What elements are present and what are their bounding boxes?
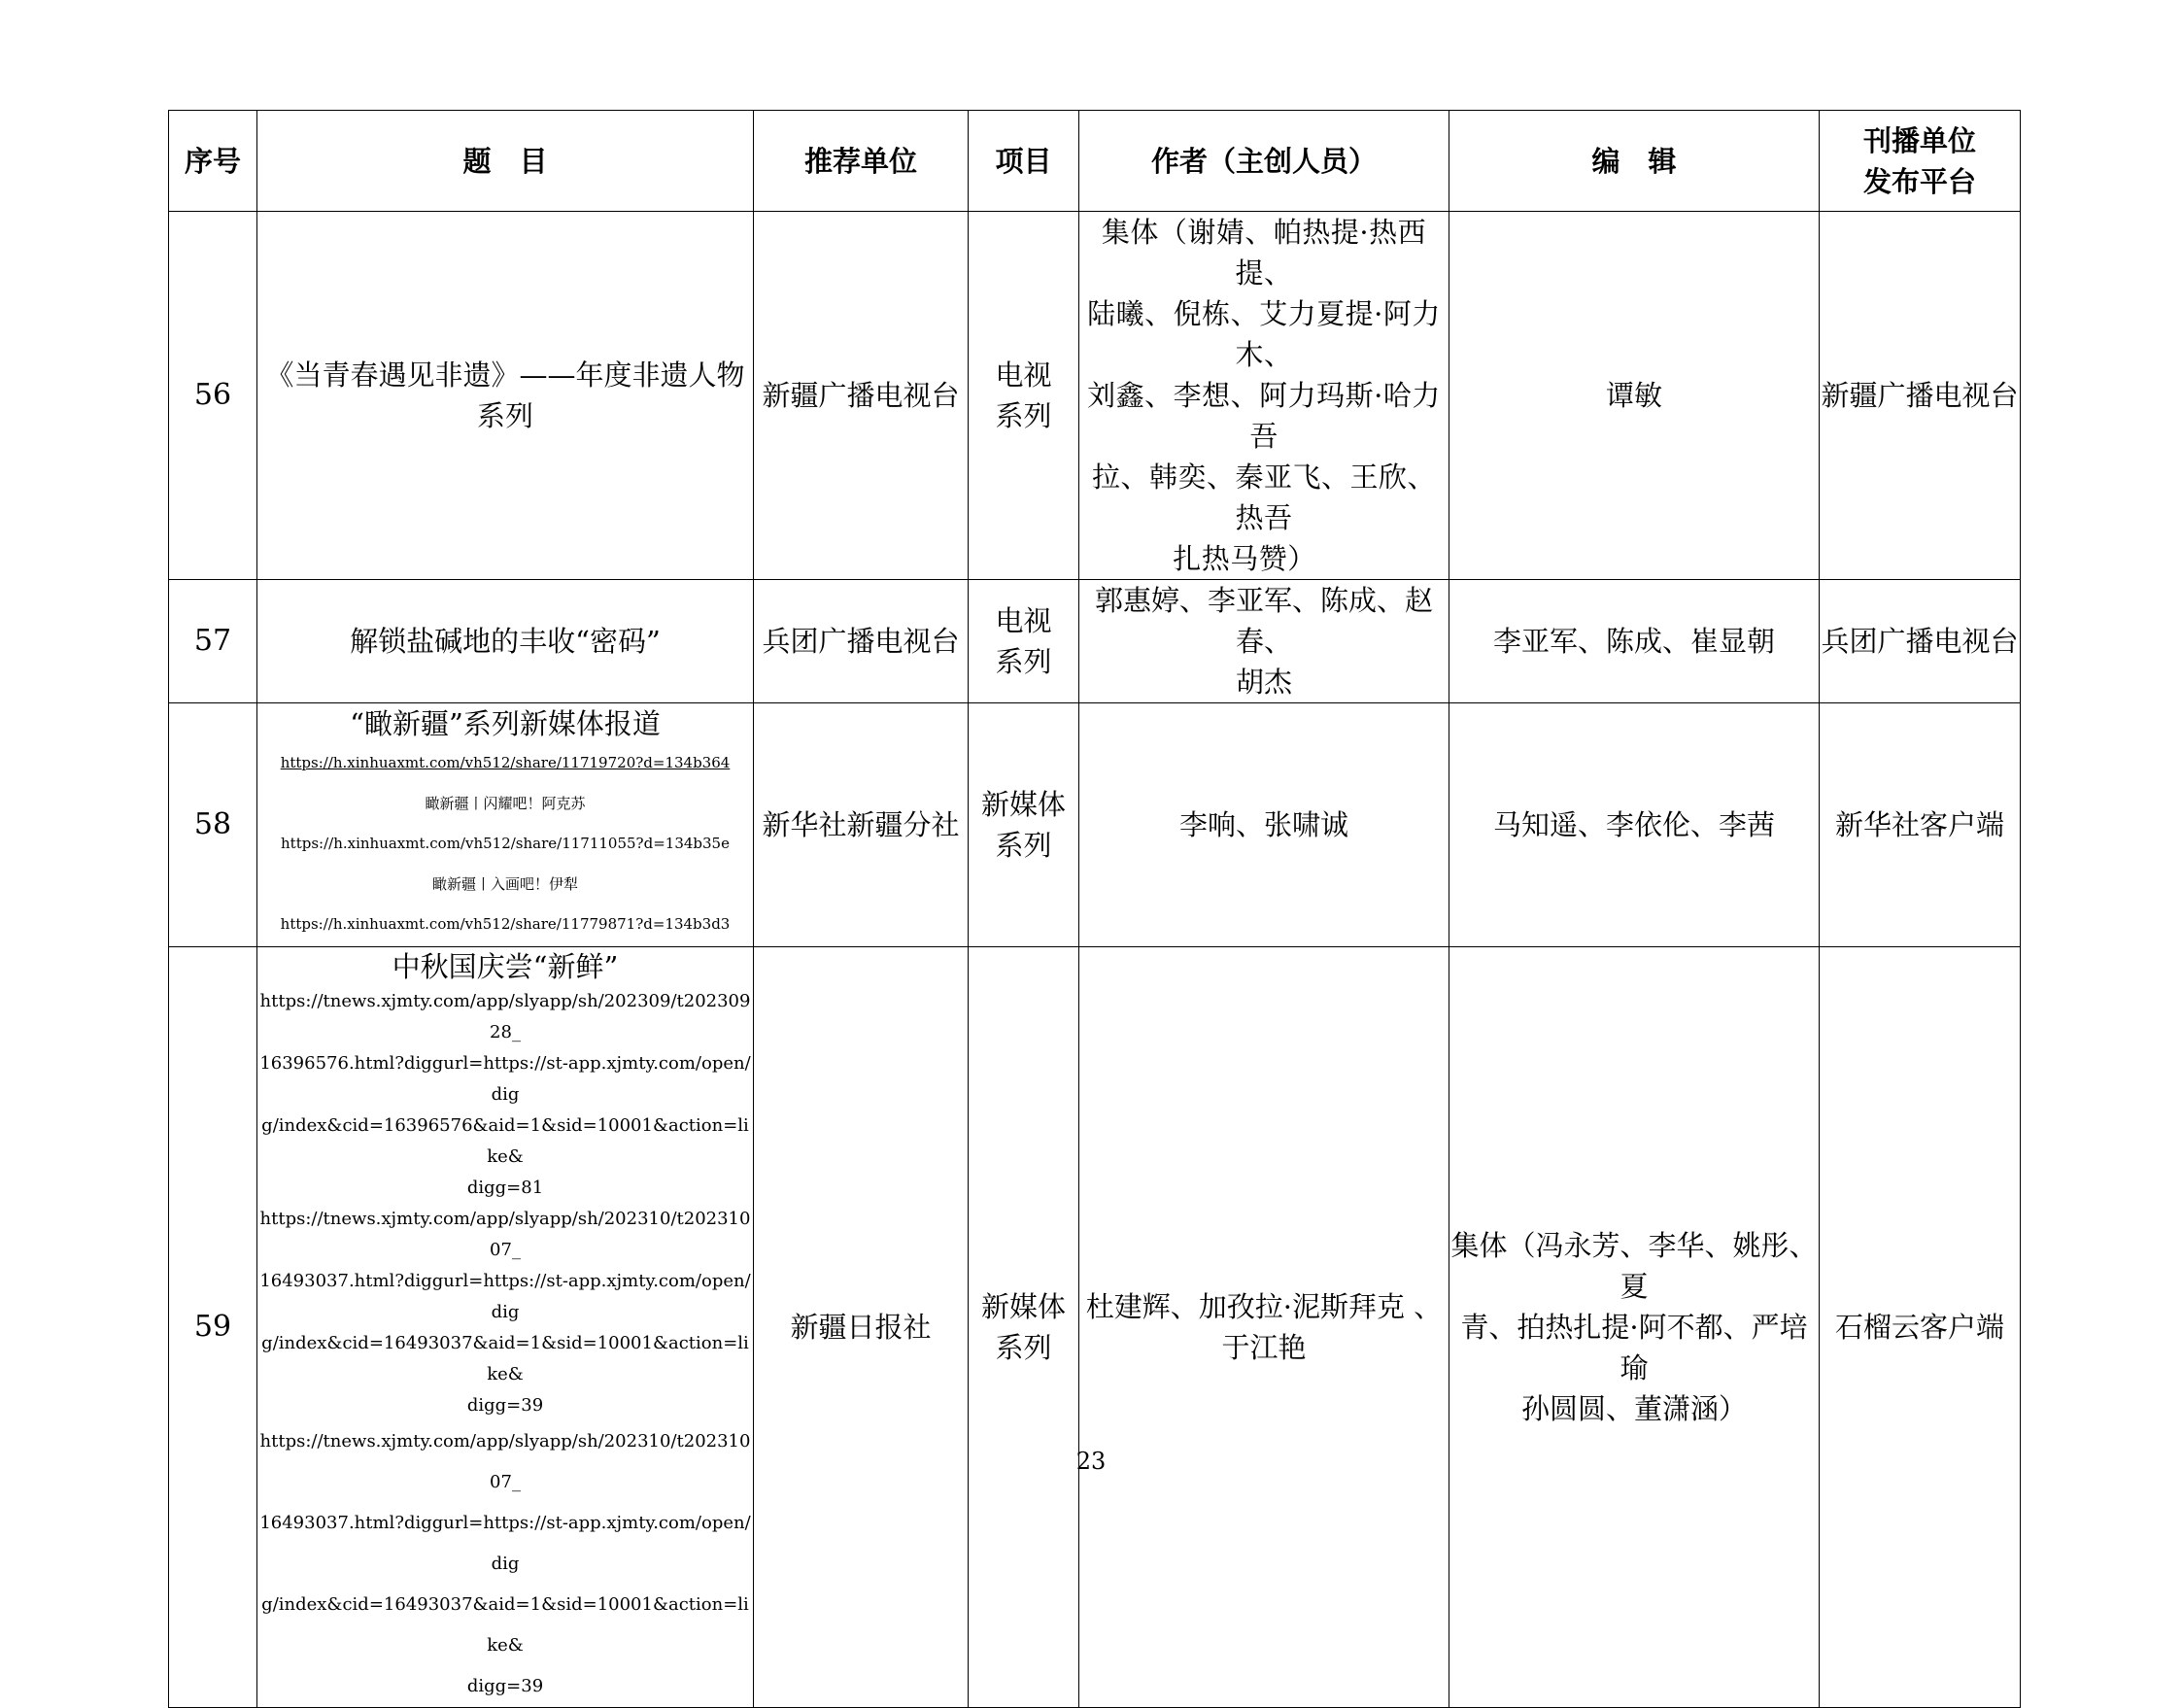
link-line[interactable]: g/index&cid=16493037&aid=1&sid=10001&action=like& (261, 1333, 749, 1384)
row-item-line1: 电视 (995, 604, 1052, 637)
row-publisher: 新华社客户端 (1820, 703, 2021, 947)
row-item-line1: 电视 (995, 359, 1052, 392)
row-authors-line: 刘鑫、李想、阿力玛斯·哈力吾 (1087, 379, 1441, 453)
link-1-text[interactable]: https://h.xinhuaxmt.com/vh512/share/11719720?d=134b364 (280, 754, 731, 772)
row-item-line2: 系列 (995, 1331, 1052, 1364)
row-publisher: 兵团广播电视台 (1820, 580, 2021, 703)
row-recommender: 新华社新疆分社 (754, 703, 969, 947)
row-item (969, 580, 1079, 703)
row-authors-line1: 杜建辉、加孜拉·泥斯拜克 、 (1085, 1290, 1443, 1323)
link-2[interactable]: https://h.xinhuaxmt.com/vh512/share/11711055?d=134b35e (281, 835, 730, 853)
row-editors (1449, 947, 1820, 1708)
header-publisher (1820, 111, 2021, 212)
table-row (169, 703, 2021, 947)
row-recommender: 新疆广播电视台 (754, 212, 969, 580)
row-title: 中秋国庆尝“新鲜” (392, 950, 619, 983)
link-line[interactable]: g/index&cid=16493037&aid=1&sid=10001&action=like& (261, 1594, 749, 1656)
row-authors (1079, 212, 1449, 580)
row-seq: 56 (169, 212, 257, 580)
row-item (969, 947, 1079, 1708)
row-authors (1079, 947, 1449, 1708)
link-caption-1: 瞰新疆丨闪耀吧！阿克苏 (425, 794, 586, 812)
row-title-cell (257, 703, 754, 947)
row-title-cell (257, 947, 754, 1708)
row-item-line1: 新媒体 (980, 788, 1066, 821)
row-authors: 李响、张啸诚 (1079, 703, 1449, 947)
row-item-line2: 系列 (995, 645, 1052, 678)
row-recommender: 新疆日报社 (754, 947, 969, 1708)
row-recommender: 兵团广播电视台 (754, 580, 969, 703)
row-authors-line2: 胡杰 (1235, 666, 1292, 699)
link-line[interactable]: https://tnews.xjmty.com/app/slyapp/sh/202309/t20230928_ (259, 991, 751, 1042)
row-title: 《当青春遇见非遗》——年度非遗人物系列 (257, 212, 754, 580)
row-editors-line: 青、拍热扎提·阿不都、严培瑜 (1460, 1311, 1808, 1384)
header-row (169, 111, 2021, 212)
link-line[interactable]: 16493037.html?diggurl=https://st-app.xjmty.com/open/dig (259, 1513, 751, 1574)
link-line[interactable]: g/index&cid=16396576&aid=1&sid=10001&action=like& (261, 1115, 749, 1167)
row-editors: 李亚军、陈成、崔显朝 (1449, 580, 1820, 703)
header-item: 项目 (969, 111, 1079, 212)
row-authors-line1: 郭惠婷、李亚军、陈成、赵春、 (1094, 584, 1433, 658)
header-publisher-line1: 刊播单位 (1862, 123, 1976, 157)
row-authors-line: 陆曦、倪栋、艾力夏提·阿力木、 (1087, 297, 1441, 371)
row-editors: 马知遥、李依伦、李茜 (1449, 703, 1820, 947)
table-row (169, 947, 2021, 1708)
header-authors: 作者（主创人员） (1079, 111, 1449, 212)
link-line[interactable]: digg=81 (466, 1178, 544, 1198)
link-1[interactable] (257, 743, 753, 784)
row-item-line2: 系列 (995, 399, 1052, 432)
row-publisher: 石榴云客户端 (1820, 947, 2021, 1708)
row-authors-line: 集体（谢婧、帕热提·热西提、 (1101, 216, 1427, 290)
link-line[interactable]: 16396576.html?diggurl=https://st-app.xjmty.com/open/dig (259, 1053, 751, 1105)
link-caption-2: 瞰新疆丨入画吧！伊犁 (431, 874, 578, 893)
row-authors (1079, 580, 1449, 703)
link-line[interactable]: 16493037.html?diggurl=https://st-app.xjmty.com/open/dig (259, 1271, 751, 1322)
row-publisher: 新疆广播电视台 (1820, 212, 2021, 580)
row-seq: 57 (169, 580, 257, 703)
row-seq: 59 (169, 947, 257, 1708)
row-seq: 58 (169, 703, 257, 947)
link-line[interactable]: https://tnews.xjmty.com/app/slyapp/sh/202310/t20231007_ (259, 1431, 751, 1492)
header-editors: 编 辑 (1449, 111, 1820, 212)
header-seq: 序号 (169, 111, 257, 212)
row-item (969, 703, 1079, 947)
link-3[interactable]: https://h.xinhuaxmt.com/vh512/share/11779871?d=134b3d3 (280, 915, 731, 934)
link-line[interactable]: digg=39 (466, 1395, 544, 1416)
page-number: 23 (1075, 1448, 1107, 1475)
row-editors-line: 孙圆圆、董潇涵） (1520, 1392, 1747, 1425)
table-row (169, 580, 2021, 703)
row-item-line2: 系列 (995, 829, 1052, 862)
row-editors-line: 集体（冯永芳、李华、姚彤、夏 (1450, 1229, 1818, 1303)
row-authors-line: 拉、韩奕、秦亚飞、王欣、热吾 (1091, 461, 1436, 534)
row-item-line1: 新媒体 (980, 1290, 1066, 1323)
table-row (169, 212, 2021, 580)
link-line[interactable]: https://tnews.xjmty.com/app/slyapp/sh/202310/t20231007_ (259, 1209, 751, 1260)
row-editors: 谭敏 (1449, 212, 1820, 580)
header-recommender: 推荐单位 (754, 111, 969, 212)
row-authors-line: 扎热马赞） (1173, 542, 1316, 575)
header-publisher-line2: 发布平台 (1862, 164, 1976, 198)
row-authors-line2: 于江艳 (1221, 1331, 1307, 1364)
row-item (969, 212, 1079, 580)
row-title: 解锁盐碱地的丰收“密码” (257, 580, 754, 703)
link-line[interactable]: digg=39 (466, 1676, 544, 1696)
row-title: “瞰新疆”系列新媒体报道 (350, 707, 661, 741)
header-title: 题 目 (257, 111, 754, 212)
